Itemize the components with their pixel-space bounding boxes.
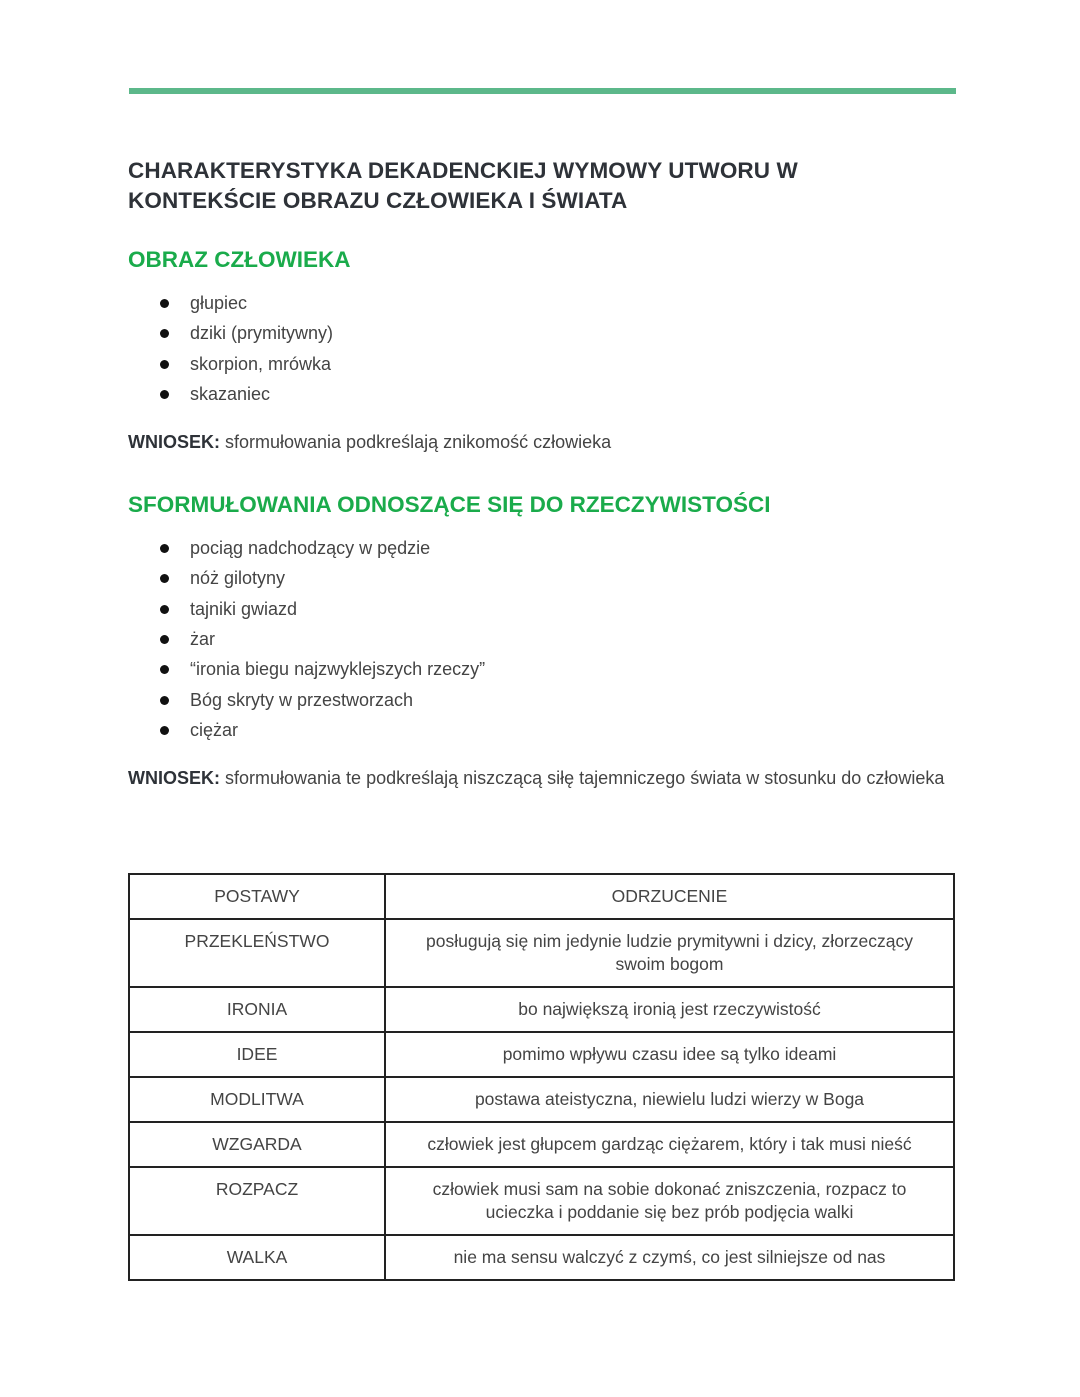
attitude-cell: IDEE	[129, 1032, 385, 1077]
title-line-2: KONTEKŚCIE OBRAZU CZŁOWIEKA I ŚWIATA	[128, 188, 628, 213]
bullet-icon	[160, 299, 169, 308]
table-row	[129, 987, 954, 1032]
column-header-rejection: ODRZUCENIE	[385, 874, 954, 919]
conclusion-text: sformułowania te podkreślają niszczącą siłę tajemniczego świata w stosunku do człowieka	[220, 768, 945, 789]
attitudes-table	[128, 873, 955, 1281]
conclusion-human	[128, 427, 956, 457]
attitude-cell: PRZEKLEŃSTWO	[129, 919, 385, 987]
list-item: “ironia biegu najzwyklejszych rzeczy”	[190, 654, 956, 684]
document-body	[128, 156, 956, 793]
table-row	[129, 919, 954, 987]
bullet-icon	[160, 390, 169, 399]
list-item: skorpion, mrówka	[190, 349, 956, 379]
attitude-cell: ROZPACZ	[129, 1167, 385, 1235]
list-item: żar	[190, 624, 956, 654]
bullet-icon	[160, 635, 169, 644]
rejection-cell: człowiek jest głupcem gardząc ciężarem, który i tak musi nieść	[385, 1122, 954, 1167]
conclusion-label: WNIOSEK:	[128, 768, 220, 789]
human-image-list	[128, 288, 956, 409]
attitude-cell: WALKA	[129, 1235, 385, 1280]
column-header-attitudes: POSTAWY	[129, 874, 385, 919]
list-item: pociąg nadchodzący w pędzie	[190, 533, 956, 563]
conclusion-reality	[128, 763, 956, 793]
document-title	[128, 156, 956, 216]
list-item: skazaniec	[190, 379, 956, 409]
attitude-cell: MODLITWA	[129, 1077, 385, 1122]
rejection-cell: pomimo wpływu czasu idee są tylko ideami	[385, 1032, 954, 1077]
rejection-cell: posługują się nim jedynie ludzie prymitywni i dzicy, złorzeczący swoim bogom	[385, 919, 954, 987]
bullet-icon	[160, 605, 169, 614]
bullet-icon	[160, 665, 169, 674]
rejection-cell: bo największą ironią jest rzeczywistość	[385, 987, 954, 1032]
list-item: głupiec	[190, 288, 956, 318]
bullet-icon	[160, 726, 169, 735]
title-line-1: CHARAKTERYSTYKA DEKADENCKIEJ WYMOWY UTWORU W	[128, 158, 798, 183]
bullet-icon	[160, 360, 169, 369]
heading-reality-phrases: SFORMUŁOWANIA ODNOSZĄCE SIĘ DO RZECZYWISTOŚCI	[128, 492, 771, 518]
table-row	[129, 1122, 954, 1167]
table-row	[129, 1077, 954, 1122]
list-item: dziki (prymitywny)	[190, 318, 956, 348]
list-item: ciężar	[190, 715, 956, 745]
rejection-cell: człowiek musi sam na sobie dokonać zniszczenia, rozpacz to ucieczka i poddanie się bez prób podjęcia walki	[385, 1167, 954, 1235]
table-row	[129, 1032, 954, 1077]
bullet-icon	[160, 544, 169, 553]
top-divider	[129, 88, 956, 94]
table-row	[129, 1235, 954, 1280]
bullet-icon	[160, 329, 169, 338]
bullet-icon	[160, 696, 169, 705]
heading-human-image: OBRAZ CZŁOWIEKA	[128, 247, 351, 272]
list-item: Bóg skryty w przestworzach	[190, 685, 956, 715]
conclusion-text: sformułowania podkreślają znikomość człowieka	[220, 432, 612, 453]
table-header-row	[129, 874, 954, 919]
attitude-cell: WZGARDA	[129, 1122, 385, 1167]
rejection-cell: postawa ateistyczna, niewielu ludzi wierzy w Boga	[385, 1077, 954, 1122]
list-item: nóż gilotyny	[190, 563, 956, 593]
bullet-icon	[160, 574, 169, 583]
table-row	[129, 1167, 954, 1235]
rejection-cell: nie ma sensu walczyć z czymś, co jest silniejsze od nas	[385, 1235, 954, 1280]
list-item: tajniki gwiazd	[190, 594, 956, 624]
conclusion-label: WNIOSEK:	[128, 432, 220, 453]
attitude-cell: IRONIA	[129, 987, 385, 1032]
reality-phrases-list	[128, 533, 956, 745]
